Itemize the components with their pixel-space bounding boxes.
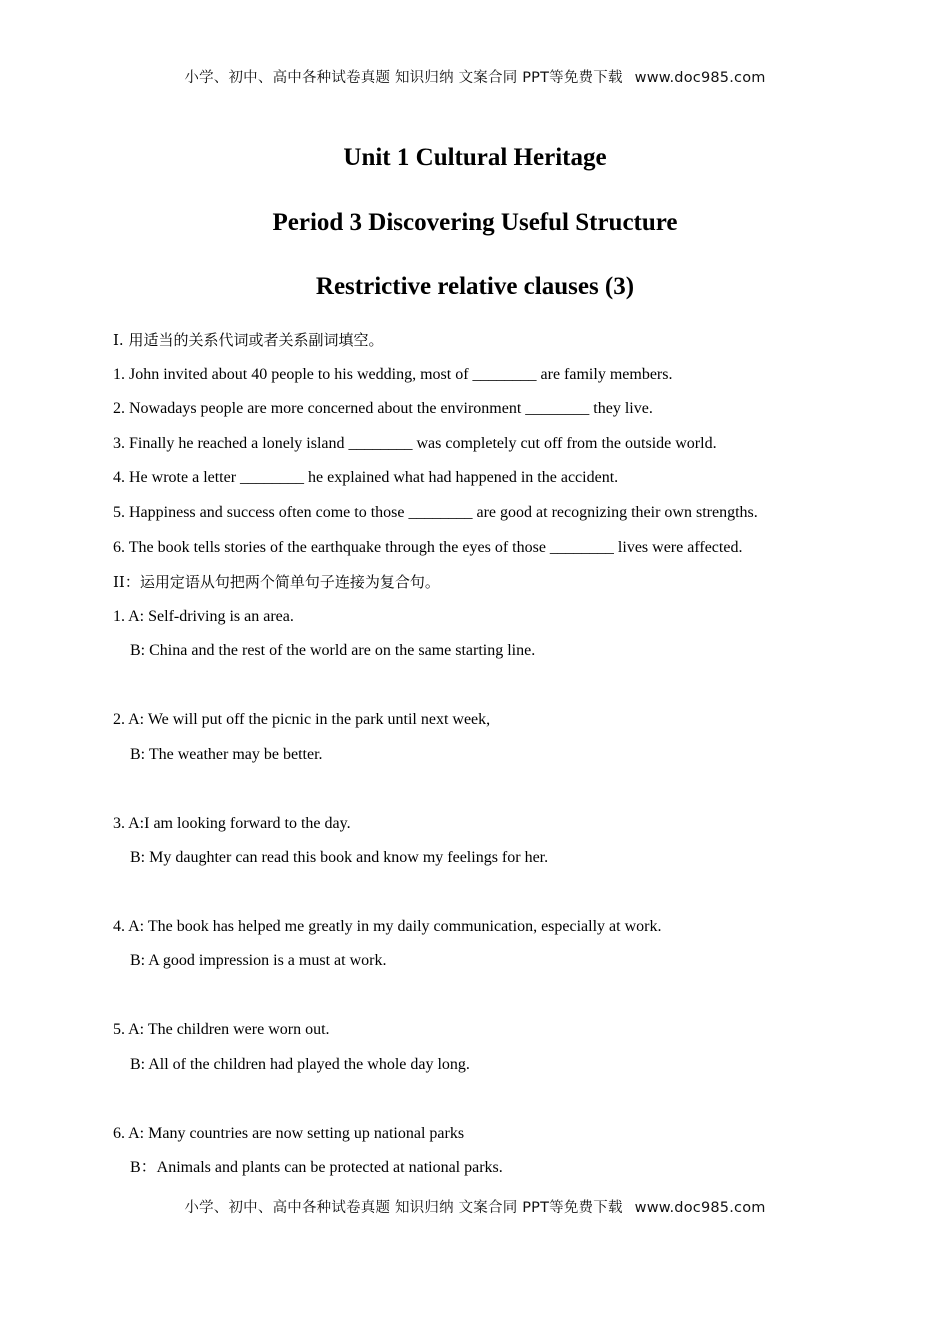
exercise-content	[113, 329, 893, 1192]
combine-item-3-b: B: My daughter can read this book and know my feelings for her.	[130, 849, 549, 867]
answer-space	[113, 985, 893, 1019]
combine-item-6-b: B：Animals and plants can be protected at national parks.	[130, 1159, 503, 1177]
topic-title: Restrictive relative clauses (3)	[315, 273, 635, 300]
answer-space	[113, 778, 893, 812]
combine-item-6-a: 6. A: Many countries are now setting up national parks	[113, 1124, 465, 1142]
answer-space	[113, 882, 893, 916]
fill-blank-item-1: 1. John invited about 40 people to his wedding, most of ________ are family members.	[113, 365, 673, 383]
fill-blank-item-6: 6. The book tells stories of the earthquake through the eyes of those ________ lives were affected.	[113, 538, 743, 556]
fill-blank-item-3: 3. Finally he reached a lonely island ________ was completely cut off from the outside world.	[113, 434, 717, 452]
fill-blank-item-5: 5. Happiness and success often come to those ________ are good at recognizing their own strengths.	[113, 503, 758, 521]
page-footer	[0, 1196, 950, 1217]
answer-space	[113, 675, 893, 709]
period-title: Period 3 Discovering Useful Structure	[272, 209, 678, 236]
combine-item-2-a: 2. A: We will put off the picnic in the park until next week,	[113, 711, 491, 729]
combine-item-4-b: B: A good impression is a must at work.	[130, 952, 387, 970]
fill-blank-item-4: 4. He wrote a letter ________ he explained what had happened in the accident.	[113, 469, 619, 487]
footer-site-link[interactable]: www.doc985.com	[634, 1200, 766, 1216]
unit-title: Unit 1 Cultural Heritage	[343, 144, 607, 171]
section1-heading: I. 用适当的关系代词或者关系副词填空。	[113, 331, 384, 349]
header-site-link[interactable]: www.doc985.com	[634, 70, 766, 86]
combine-item-2-b: B: The weather may be better.	[130, 745, 323, 763]
fill-blank-item-2: 2. Nowadays people are more concerned about the environment ________ they live.	[113, 400, 653, 418]
combine-item-3-a: 3. A:I am looking forward to the day.	[113, 814, 351, 832]
header-text: 小学、初中、高中各种试卷真题 知识归纳 文案合同 PPT等免费下载	[184, 70, 623, 86]
combine-item-5-a: 5. A: The children were worn out.	[113, 1021, 330, 1039]
section2-heading: II：运用定语从句把两个简单句子连接为复合句。	[113, 573, 440, 592]
combine-item-1-a: 1. A: Self-driving is an area.	[113, 607, 294, 625]
answer-space	[113, 1088, 893, 1122]
page-header	[0, 66, 950, 87]
footer-text: 小学、初中、高中各种试卷真题 知识归纳 文案合同 PPT等免费下载	[184, 1200, 623, 1216]
combine-item-1-b: B: China and the rest of the world are on the same starting line.	[130, 642, 536, 660]
combine-item-4-a: 4. A: The book has helped me greatly in my daily communication, especially at work.	[113, 917, 662, 935]
combine-item-5-b: B: All of the children had played the whole day long.	[130, 1055, 470, 1073]
